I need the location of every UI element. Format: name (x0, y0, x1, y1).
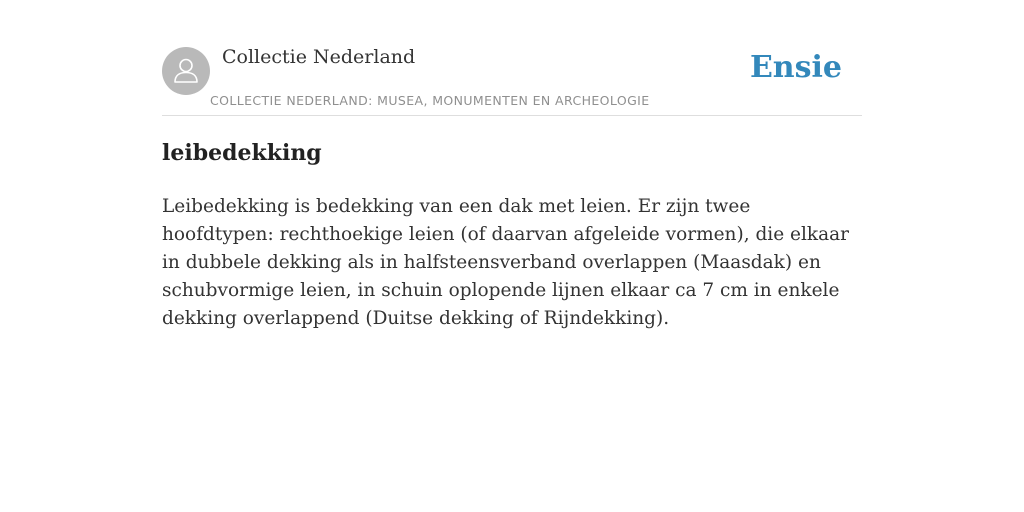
author-name[interactable]: Collectie Nederland (222, 46, 416, 68)
article-body: Leibedekking is bedekking van een dak met leien. Er zijn twee hoofdtypen: rechthoekige leien (of daarvan afgeleide vormen), die elkaar in dubbele dekking als in halfsteensverband overlappen (Maasdak) en schubvormige leien, in schuin oplopende lijnen elkaar ca 7 cm in enkele dekking overlappend (Duitse dekking of Rijndekking). (162, 196, 850, 329)
header (162, 46, 862, 116)
brand-logo[interactable]: Ensie (749, 50, 842, 85)
source-label[interactable]: COLLECTIE NEDERLAND: MUSEA, MONUMENTEN EN ARCHEOLOGIE (210, 93, 650, 108)
user-icon (162, 47, 210, 95)
page-title: leibedekking (162, 140, 322, 166)
avatar[interactable] (162, 47, 210, 95)
